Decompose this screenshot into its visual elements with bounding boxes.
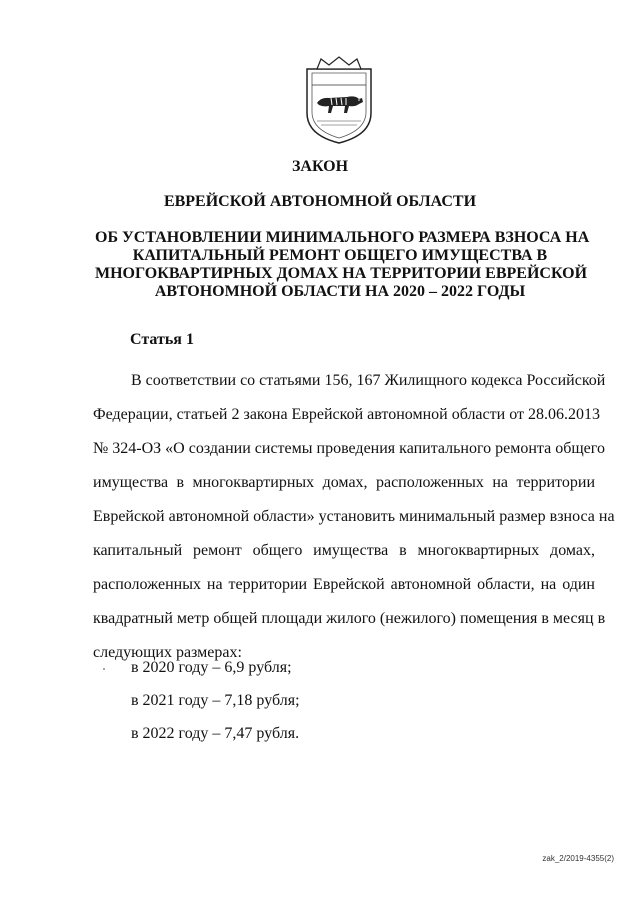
body-line: № 324-ОЗ «О создании системы проведения капитального ремонта общего: [93, 440, 605, 457]
law-title: [95, 229, 590, 301]
rate-2021: в 2021 году – 7,18 рубля;: [131, 692, 300, 709]
document-code: zak_2/2019-4355(2): [542, 854, 614, 863]
article-heading: Статья 1: [130, 331, 194, 348]
rate-2022: в 2022 году – 7,47 рубля.: [131, 725, 300, 742]
body-line: Федерации, статьей 2 закона Еврейской автономной области от 28.06.2013: [93, 406, 600, 423]
rate-2020: в 2020 году – 6,9 рубля;: [131, 659, 292, 676]
body-line: В соответствии со статьями 156, 167 Жилищного кодекса Российской: [131, 372, 606, 389]
coat-of-arms-icon: [303, 55, 375, 145]
law-title-line: МНОГОКВАРТИРНЫХ ДОМАХ НА ТЕРРИТОРИИ ЕВРЕЙСКОЙ: [95, 265, 588, 282]
law-title-line: АВТОНОМНОЙ ОБЛАСТИ НА 2020 – 2022 ГОДЫ: [154, 283, 526, 300]
body-line: Еврейской автономной области» установить минимальный размер взноса на: [93, 508, 615, 525]
body-line: имущества в многоквартирных домах, расположенных на территории: [93, 474, 595, 491]
body-line: капитальный ремонт общего имущества в многоквартирных домах,: [93, 542, 595, 559]
article-body: [93, 364, 615, 670]
body-line: расположенных на территории Еврейской автономной области, на один: [93, 576, 595, 593]
law-title-line: КАПИТАЛЬНЫЙ РЕМОНТ ОБЩЕГО ИМУЩЕСТВА В: [132, 247, 548, 264]
law-heading: ЗАКОН: [291, 158, 349, 175]
scan-speck: [103, 668, 105, 670]
body-line: следующих размерах:: [93, 644, 242, 661]
body-line: квадратный метр общей площади жилого (нежилого) помещения в месяц в: [93, 610, 606, 627]
law-title-line: ОБ УСТАНОВЛЕНИИ МИНИМАЛЬНОГО РАЗМЕРА ВЗНОСА НА: [95, 229, 590, 246]
region-heading: ЕВРЕЙСКОЙ АВТОНОМНОЙ ОБЛАСТИ: [163, 193, 477, 210]
